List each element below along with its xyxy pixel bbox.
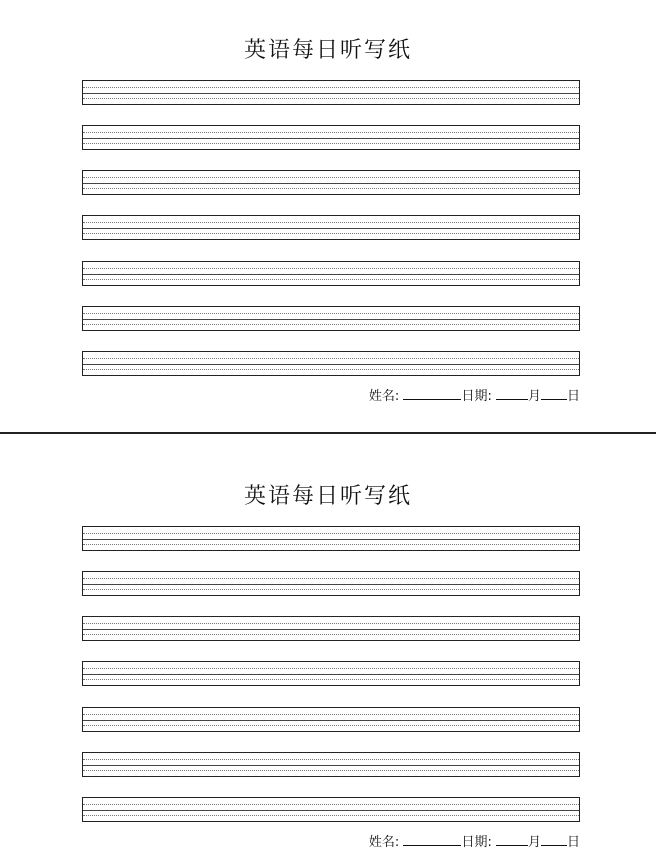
name-label: 姓名: [368,389,400,404]
guide-line [83,183,579,184]
writing-line-group [82,526,580,551]
guide-line [83,324,579,325]
day-blank[interactable] [541,387,567,400]
guide-line [83,228,579,229]
guide-line [83,759,579,760]
writing-line-group [82,306,580,331]
name-label: 姓名: [368,835,400,850]
writing-line-group [82,351,580,376]
guide-line [83,584,579,585]
sheet-footer [369,387,580,405]
guide-line [83,634,579,635]
guide-line [83,369,579,370]
date-label: 日期: [461,389,492,404]
guide-line [83,268,579,269]
guide-line [83,143,579,144]
guide-line [83,358,579,359]
guide-line [83,714,579,715]
guide-line [83,177,579,178]
writing-line-group [82,661,580,686]
name-blank[interactable] [403,833,461,846]
guide-line [83,623,579,624]
guide-line [83,804,579,805]
guide-line [83,578,579,579]
guide-line [83,188,579,189]
guide-line [83,233,579,234]
writing-line-group [82,215,580,240]
guide-line [83,544,579,545]
guide-line [83,674,579,675]
month-label: 月 [527,835,541,850]
guide-line [83,138,579,139]
guide-line [83,668,579,669]
writing-line-group [82,261,580,286]
writing-line-group [82,80,580,105]
writing-line-group [82,797,580,822]
month-blank[interactable] [496,833,528,846]
date-label: 日期: [461,835,492,850]
guide-line [83,222,579,223]
guide-line [83,93,579,94]
guide-line [83,629,579,630]
guide-line [83,274,579,275]
writing-line-group [82,616,580,641]
guide-line [83,539,579,540]
guide-line [83,319,579,320]
guide-line [83,533,579,534]
month-blank[interactable] [496,387,528,400]
guide-line [83,279,579,280]
writing-line-group [82,170,580,195]
guide-line [83,810,579,811]
name-blank[interactable] [403,387,461,400]
guide-line [83,720,579,721]
guide-line [83,132,579,133]
guide-line [83,98,579,99]
writing-line-group [82,571,580,596]
month-label: 月 [527,389,541,404]
writing-line-group [82,707,580,732]
guide-line [83,364,579,365]
guide-line [83,679,579,680]
sheet-title: 英语每日听写纸 [243,38,412,63]
day-label: 日 [566,389,580,404]
guide-line [83,87,579,88]
day-blank[interactable] [541,833,567,846]
sheet-title: 英语每日听写纸 [243,484,412,509]
day-label: 日 [566,835,580,850]
guide-line [83,765,579,766]
cut-divider [0,432,656,434]
writing-line-group [82,125,580,150]
writing-line-group [82,752,580,777]
guide-line [83,589,579,590]
guide-line [83,770,579,771]
guide-line [83,313,579,314]
sheet-footer [369,833,580,851]
guide-line [83,815,579,816]
guide-line [83,725,579,726]
